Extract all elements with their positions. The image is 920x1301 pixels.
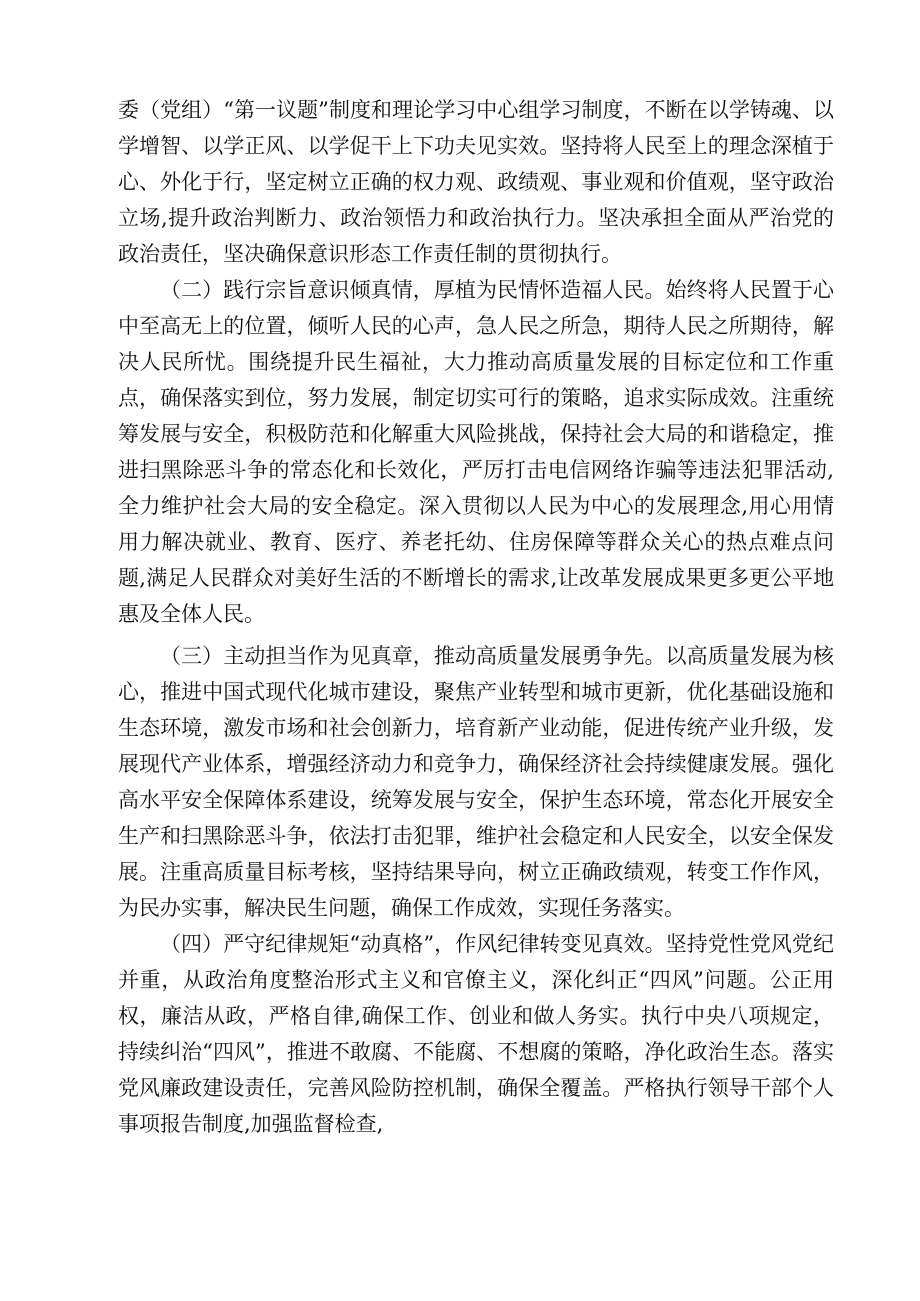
document-page bbox=[118, 92, 834, 1142]
paragraph-3: （三）主动担当作为见真章，推动高质量发展勇争先。以高质量发展为核心，推进中国式现代化城市建设，聚焦产业转型和城市更新，优化基础设施和生态环境，激发市场和社会创新力，培育新产业动能，促进传统产业升级，发展现代产业体系，增强经济动力和竞争力，确保经济社会持续健康发展。强化高水平安全保障体系建设，统筹发展与安全，保护生态环境，常态化开展安全生产和扫黑除恶斗争，依法打击犯罪，维护社会稳定和人民安全，以安全保发展。注重高质量目标考核，坚持结果导向，树立正确政绩观，转变工作作风，为民办实事，解决民生问题，确保工作成效，实现任务落实。 bbox=[118, 644, 834, 920]
paragraph-2: （二）践行宗旨意识倾真情，厚植为民情怀造福人民。始终将人民置于心中至高无上的位置，倾听人民的心声，急人民之所急，期待人民之所期待，解决人民所忧。围绕提升民生福祉，大力推动高质量发展的目标定位和工作重点，确保落实到位，努力发展，制定切实可行的策略，追求实际成效。注重统筹发展与安全，积极防范和化解重大风险挑战，保持社会大局的和谐稳定，推进扫黑除恶斗争的常态化和长效化，严厉打击电信网络诈骗等违法犯罪活动,全力维护社会大局的安全稳定。深入贯彻以人民为中心的发展理念,用心用情用力解决就业、教育、医疗、养老托幼、住房保障等群众关心的热点难点问题,满足人民群众对美好生活的不断增长的需求,让改革发展成果更多更公平地惠及全体人民。 bbox=[118, 278, 834, 626]
paragraph-1: 委（党组）“第一议题”制度和理论学习中心组学习制度，不断在以学铸魂、以学增智、以学正风、以学促干上下功夫见实效。坚持将人民至上的理念深植于心、外化于行，坚定树立正确的权力观、政绩观、事业观和价值观，坚守政治立场,提升政治判断力、政治领悟力和政治执行力。坚决承担全面从严治党的政治责任，坚决确保意识形态工作责任制的贯彻执行。 bbox=[118, 98, 834, 266]
paragraph-4: （四）严守纪律规矩“动真格”，作风纪律转变见真效。坚持党性党风党纪并重，从政治角度整治形式主义和官僚主义，深化纠正“四风”问题。公正用权，廉洁从政，严格自律,确保工作、创业和做人务实。执行中央八项规定，持续纠治“四风”，推进不敢腐、不能腐、不想腐的策略，净化政治生态。落实党风廉政建设责任，完善风险防控机制，确保全覆盖。严格执行领导干部个人事项报告制度,加强监督检查, bbox=[118, 932, 834, 1136]
